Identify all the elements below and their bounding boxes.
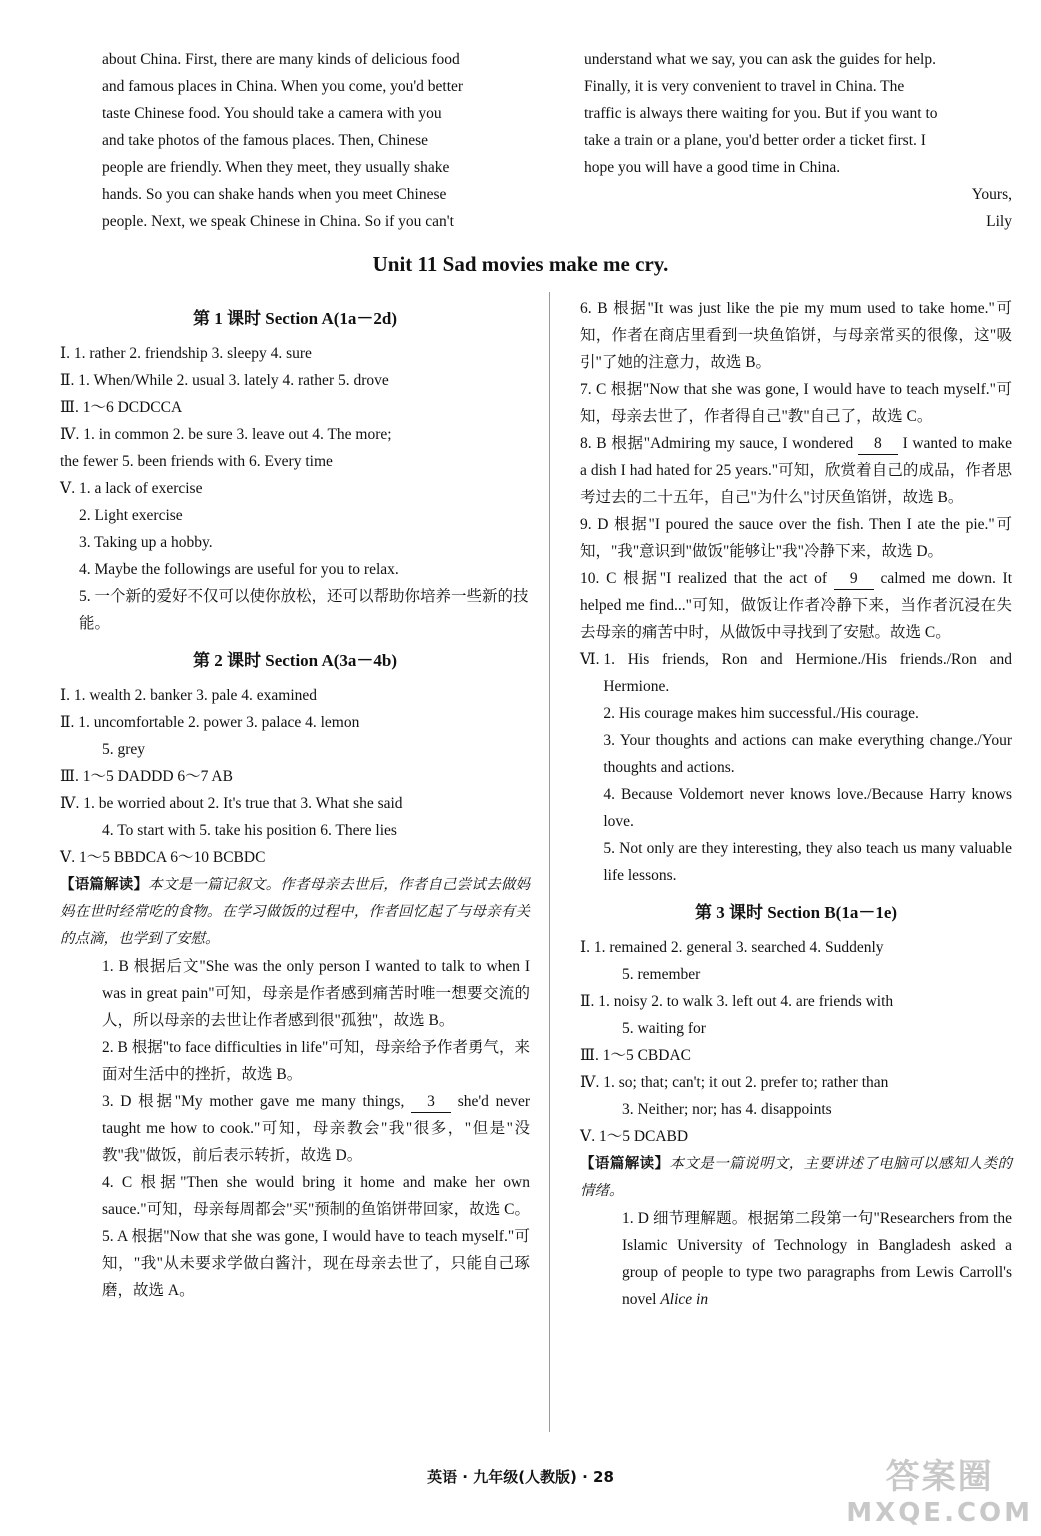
answer-line: Ⅲ. 1～6 DCDCCA [60,399,183,416]
watermark-logo [846,1449,1033,1528]
novel-title: Alice in [660,1291,709,1308]
passage-note [580,1150,1012,1205]
answer-item: 1. His friends, Ron and Hermione./His friends./Ron and Hermione. [603,651,1012,695]
answer-line: Ⅱ. 1. uncomfortable 2. power 3. palace 4. lemon [60,714,360,731]
section-3-title: 第 3 课时 Section B(1a－1e) [694,903,898,922]
top-left-paragraph [102,46,530,235]
answer-line: Ⅳ. 1. in common 2. be sure 3. leave out 4. The more; [60,426,392,443]
answer-item: 4. Because Voldemort never knows love./Because Harry knows love. [603,786,1012,830]
explanation-q2: 2. B 根据"to face difficulties in life"可知，母亲给予作者勇气，来面对生活中的挫折，故选 B。 [102,1039,530,1083]
explanation-q10 [580,565,1012,646]
answer-line: Ⅲ. 1～5 CBDAC [580,1047,691,1064]
answer-group-v [60,475,530,637]
blank-number: 3 [411,1092,451,1113]
text-line: people. Next, we speak Chinese in China. So if you can't [102,213,454,230]
top-right-paragraph [584,46,1012,235]
answer-line: Ⅰ. 1. remained 2. general 3. searched 4. Suddenly [580,939,884,956]
explanation-q5: 5. A 根据"Now that she was gone, I would have to teach myself."可知，"我"从未要求学做白酱汁，现在母亲去世了，只能自己琢磨，故选 A。 [102,1228,530,1299]
explanation-q6: 6. B 根据"It was just like the pie my mum used to take home."可知，作者在商店里看到一块鱼馅饼，与母亲常买的很像，这"吸引"了她的注意力，故选 B。 [580,300,1012,371]
q3-text: she'd never taught me how to cook."可知，母亲教会"我"很多，"但是"没教"我"做饭，前后表示转折，故选 D。 [102,1093,531,1164]
letter-signature: Lily [986,213,1012,230]
explanation-q4: 4. C 根据"Then she would bring it home and make her own sauce."可知，母亲每周都会"买"预制的鱼馅饼带回家，故选 C。 [102,1174,530,1218]
answer-item: 5. Not only are they interesting, they also teach us many valuable life lessons. [603,840,1012,884]
answer-line: 5. remember [622,966,701,983]
q1-text: 1. D 细节理解题。根据第二段第一句"Researchers from the Islamic University of Technology in Bangladesh asked a group of people to type two paragraphs from Lewis Carroll's novel [622,1210,1012,1308]
left-column [60,295,530,1304]
explanation-q3 [102,1088,530,1169]
explanation-q1: 1. B 根据后文"She was the only person I wanted to talk to when I was in great pain"可知，母亲是作者感到痛苦时唯一想要交流的人，所以母亲的去世让作者感到很"孤独"，故选 B。 [102,958,530,1029]
explanation-q7: 7. C 根据"Now that she was gone, I would have to teach myself."可知，母亲去世了，作者得自己"教"自己了，故选 C。 [580,381,1012,425]
answer-item: 3. Taking up a hobby. [78,534,213,551]
q8-text: I wanted to make a dish I had hated for 25 years."可知，欣赏着自己的成品，作者思考过去的二十五年，自己"为什么"讨厌鱼馅饼，故选 B。 [580,435,1013,506]
answer-line: 4. To start with 5. take his position 6. There lies [102,822,397,839]
text-line: people are friendly. When they meet, they usually shake [102,159,450,176]
explanation-item [60,953,530,1304]
text-line: Finally, it is very convenient to travel in China. The [584,78,905,95]
watermark-line: 答案圈 [885,1457,994,1497]
q10-text: calmed me down. It helped me find..."可知，做饭让作者冷静下来，当作者沉浸在失去母亲的痛苦中时，从做饭中寻找到了安慰。故选 C。 [580,570,1013,641]
section-1-title: 第 1 课时 Section A(1a－2d) [193,309,397,328]
answer-line: 5. waiting for [622,1020,706,1037]
column-divider [549,292,550,1432]
answer-line: Ⅰ. 1. wealth 2. banker 3. pale 4. examined [60,687,318,704]
answer-line: the fewer 5. been friends with 6. Every time [60,453,333,470]
answer-line: Ⅳ. 1. so; that; can't; it out 2. prefer to; rather than [580,1074,889,1091]
group-label: Ⅴ. [60,480,79,497]
answer-line: Ⅴ. 1～5 DCABD [580,1128,689,1145]
text-line: about China. First, there are many kinds of delicious food [102,51,460,68]
text-line: hope you will have a good time in China. [584,159,841,176]
answer-item: 2. Light exercise [78,507,183,524]
watermark-line: MXQE.COM [846,1498,1033,1528]
answer-line: Ⅳ. 1. be worried about 2. It's true that 3. What she said [60,795,403,812]
text-line: hands. So you can shake hands when you meet Chinese [102,186,447,203]
text-line: taste Chinese food. You should take a camera with you [102,105,442,122]
answer-item: 1. a lack of exercise [78,480,203,497]
group-label: Ⅵ. [580,651,604,668]
text-line: take a train or a plane, you'd better order a ticket first. I [584,132,926,149]
note-text: 本文是一篇记叙文。作者母亲去世后，作者自己尝试去做妈妈在世时经常吃的食物。在学习做饭的过程中，作者回忆起了与母亲有关的点滴，也学到了安慰。 [60,877,531,947]
note-tag: 【语篇解读】 [580,1155,670,1172]
section-2-title: 第 2 课时 Section A(3a－4b) [193,651,397,670]
answer-line: 5. grey [102,741,146,758]
passage-note [60,871,530,953]
answer-line: Ⅴ. 1～5 BBDCA 6～10 BCBDC [60,849,266,866]
q8-text: 8. B 根据"Admiring my sauce, I wondered [580,435,854,452]
answer-item: 2. His courage makes him successful./His courage. [603,705,919,722]
answer-line: Ⅲ. 1～5 DADDD 6～7 AB [60,768,233,785]
blank-number: 8 [858,434,898,455]
right-column [580,295,1012,1313]
letter-closing: Yours, [971,186,1012,203]
answer-line: Ⅰ. 1. rather 2. friendship 3. sleepy 4. sure [60,345,312,362]
text-line: understand what we say, you can ask the guides for help. [584,51,936,68]
answer-group-vi [580,646,1012,889]
answer-item: 4. Maybe the followings are useful for you to relax. [78,561,399,578]
text-line: and famous places in China. When you come, you'd better [102,78,464,95]
explanation-q1 [580,1205,1012,1313]
explanation-q9: 9. D 根据"I poured the sauce over the fish. Then I ate the pie."可知，"我"意识到"做饭"能够让"我"冷静下来，故选 D。 [580,516,1012,560]
unit-title: Unit 11 Sad movies make me cry. [372,252,669,276]
text-line: traffic is always there waiting for you. But if you want to [584,105,938,122]
answer-item: 3. Your thoughts and actions can make everything change./Your thoughts and actions. [603,732,1012,776]
text-line: and take photos of the famous places. Then, Chinese [102,132,428,149]
answer-line: Ⅱ. 1. noisy 2. to walk 3. left out 4. are friends with [580,993,894,1010]
note-tag: 【语篇解读】 [60,876,149,893]
answer-line: Ⅱ. 1. When/While 2. usual 3. lately 4. rather 5. drove [60,372,389,389]
q10-text: 10. C 根据"I realized that the act of [580,570,827,587]
answer-item: 5. 一个新的爱好不仅可以使你放松，还可以帮助你培养一些新的技能。 [78,588,529,632]
page-footer: 英语 · 九年级(人教版) · 28 [427,1468,614,1486]
blank-number: 9 [834,569,874,590]
note-text: 本文是一篇说明文，主要讲述了电脑可以感知人类的情绪。 [580,1156,1013,1199]
answer-line: 3. Neither; nor; has 4. disappoints [622,1101,832,1118]
q3-text: 3. D 根据"My mother gave me many things, [102,1093,405,1110]
explanation-q8 [580,430,1012,511]
